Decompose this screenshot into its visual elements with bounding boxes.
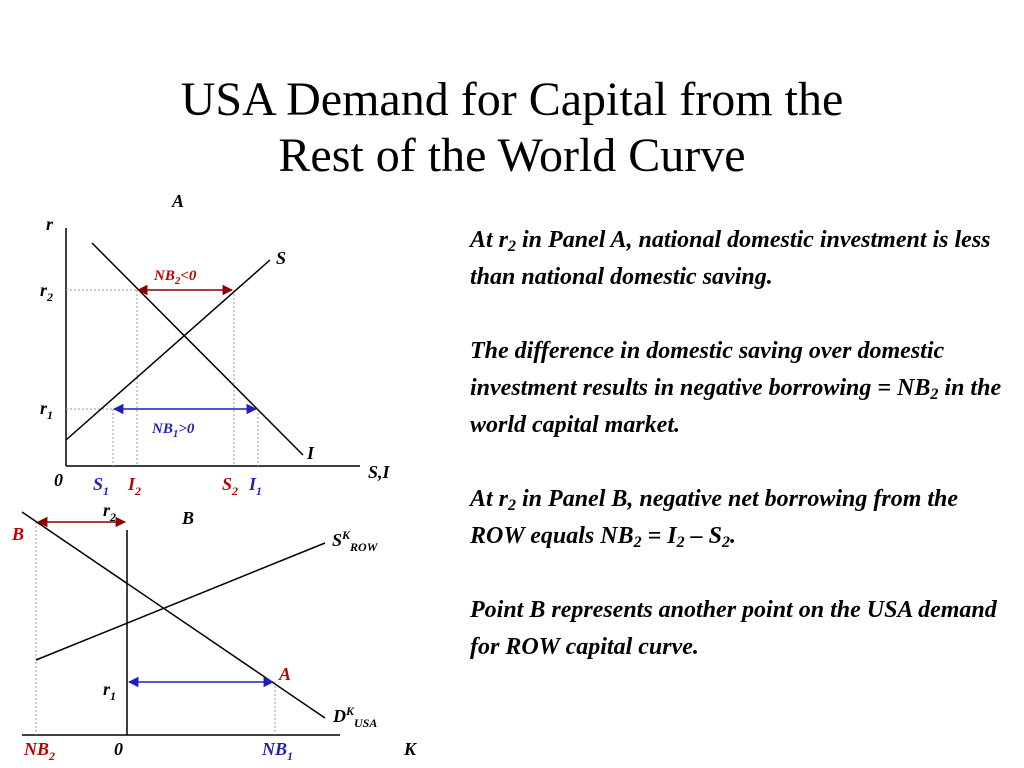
panel-b-guides [36,522,275,735]
explanation-paragraph-4: Point B represents another point on the USA demand for ROW capital curve. [470,597,997,660]
explanation-paragraph-1: At $r_2$ in Panel A, national domestic investment is less than national domestic saving. [470,227,991,290]
panel-b-title: B [182,508,195,528]
slide-title-line2: Rest of the World Curve [278,129,746,182]
panel-b-point-b: B [12,524,25,544]
panel-b-r1-label: $r_1$ [103,679,117,703]
panel-a-i2-label: $I_2$ [128,474,142,498]
panel-a-s-label: S [276,248,287,268]
panel-a-s1-label: $S_1$ [93,474,110,498]
panel-a [40,191,391,498]
panel-a-nb1-label: $NB_1>0$ [152,421,195,440]
slide-title-line1: USA Demand for Capital from the [180,73,844,126]
panel-b [11,500,418,763]
panel-a-y-axis-label: r [46,214,54,234]
panel-a-saving-curve [66,260,270,440]
explanation-text [470,222,1010,703]
panel-b-point-a: A [279,664,292,684]
panel-a-origin: 0 [54,470,63,490]
panel-a-nb2-label: $NB_2<0$ [154,268,197,287]
panel-b-demand-curve [22,512,325,718]
panel-b-nb1-label: $NB_1$ [262,739,294,763]
panel-b-r2-label: $r_2$ [103,500,117,524]
panel-a-i1-label: $I_1$ [249,474,263,498]
panel-a-x-axis-label: S,I [368,462,390,482]
panel-b-supply-label: $S^K_{ROW}$ [332,528,378,554]
panel-b-nb2-label: $NB_2$ [24,739,56,763]
panel-b-origin: 0 [114,739,123,759]
panel-a-investment-curve [92,243,303,455]
panel-a-s2-label: $S_2$ [222,474,239,498]
panel-a-r1-label: $r_1$ [40,398,54,422]
panel-b-demand-label: $D^K_{USA}$ [333,704,378,730]
explanation-paragraph-3: At $r_2$ in Panel B, negative net borrowing from the ROW equals $NB_2 = I_2 - S_2$. [470,486,959,551]
panel-a-guides [66,290,258,466]
panel-b-supply-curve [36,543,325,660]
panel-a-title: A [172,191,185,211]
panel-b-x-axis-label: K [404,739,417,759]
panel-a-i-label: I [307,443,315,463]
explanation-paragraph-2: The difference in domestic saving over domestic investment results in negative borrowing = $NB_2$ in the world capital market. [470,338,1002,438]
panel-a-r2-label: $r_2$ [40,280,54,304]
